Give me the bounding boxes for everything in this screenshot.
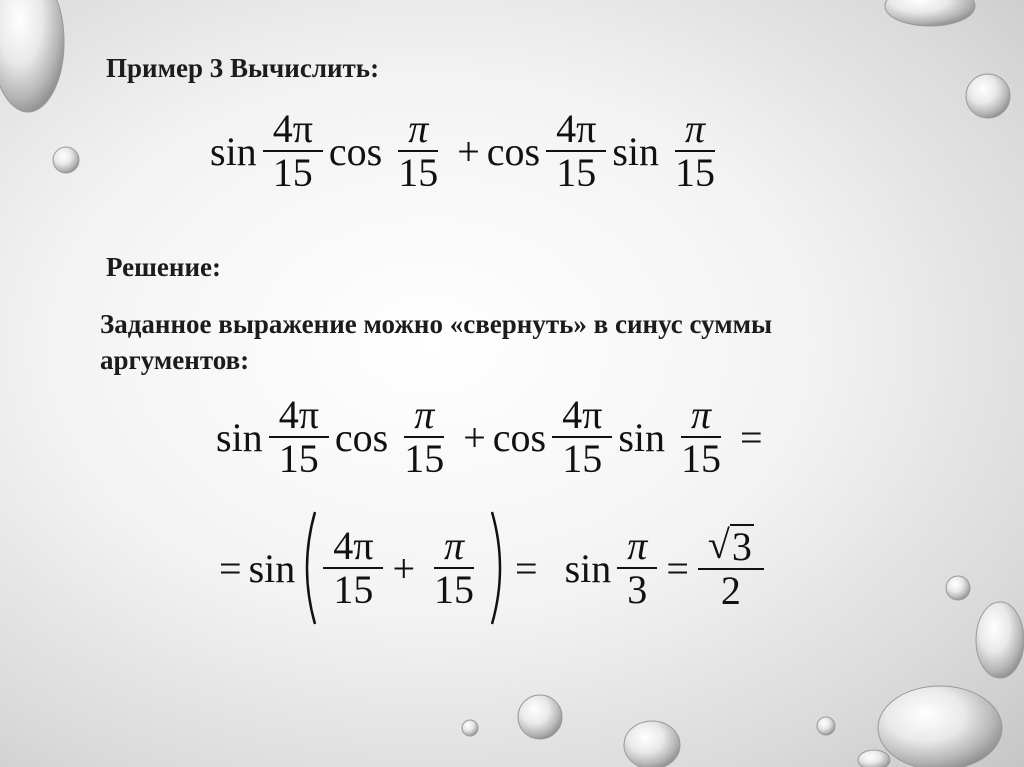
fraction xyxy=(552,394,612,480)
numerator: π xyxy=(617,525,657,569)
cos-function: cos xyxy=(486,128,541,174)
solution-label: Решение: xyxy=(106,252,221,282)
sin-function: sin xyxy=(248,545,296,591)
numerator: π xyxy=(681,394,721,438)
fraction xyxy=(263,108,323,194)
plus-sign: + xyxy=(463,414,486,460)
solution-expression-line-2 xyxy=(214,508,768,628)
numerator: 4π xyxy=(552,394,612,438)
denominator: 15 xyxy=(562,436,603,481)
sin-function: sin xyxy=(210,128,257,174)
example-heading: Пример 3 Вычислить: xyxy=(106,53,380,83)
cos-function: cos xyxy=(492,414,547,460)
denominator: 15 xyxy=(556,150,597,195)
numerator xyxy=(698,524,764,570)
sin-function: sin xyxy=(612,128,659,174)
plus-sign: + xyxy=(457,128,480,174)
denominator: 15 xyxy=(398,150,439,195)
fraction xyxy=(323,525,383,611)
radicand: 3 xyxy=(731,524,752,569)
denominator: 15 xyxy=(278,436,319,481)
numerator: 4π xyxy=(323,525,383,569)
sin-function: sin xyxy=(618,414,665,460)
square-root-sign: √ xyxy=(707,522,730,567)
numerator: 4π xyxy=(263,108,323,152)
denominator: 15 xyxy=(333,567,374,612)
right-parenthesis xyxy=(488,508,510,628)
solution-expression-line-1 xyxy=(214,394,768,480)
cos-function: cos xyxy=(328,128,383,174)
plus-sign: + xyxy=(392,545,416,591)
denominator: 15 xyxy=(681,436,721,481)
numerator: π xyxy=(398,108,438,152)
numerator: 4π xyxy=(546,108,606,152)
sin-function: sin xyxy=(216,414,263,460)
numerator: 4π xyxy=(269,394,329,438)
fraction xyxy=(698,524,764,612)
equals-sign: = xyxy=(740,414,763,460)
fraction xyxy=(394,394,454,480)
sin-function: sin xyxy=(564,545,612,591)
denominator: 15 xyxy=(434,567,475,612)
fraction xyxy=(424,525,484,611)
explanation-line-1: Заданное выражение можно «свернуть» в синус суммы xyxy=(100,309,773,339)
equals-sign: = xyxy=(515,545,538,591)
fraction xyxy=(388,108,448,194)
fraction xyxy=(269,394,329,480)
numerator: π xyxy=(404,394,444,438)
cos-function: cos xyxy=(334,414,389,460)
equals-sign: = xyxy=(666,545,689,591)
denominator: 15 xyxy=(675,150,715,195)
fraction xyxy=(665,108,725,194)
fraction xyxy=(671,394,731,480)
numerator: π xyxy=(675,108,715,152)
left-parenthesis xyxy=(297,508,319,628)
denominator: 15 xyxy=(404,436,445,481)
fraction xyxy=(617,525,657,611)
equals-sign: = xyxy=(219,545,242,591)
denominator: 2 xyxy=(720,568,741,613)
denominator: 3 xyxy=(627,567,648,612)
fraction xyxy=(546,108,606,194)
explanation-line-2: аргументов: xyxy=(100,345,250,375)
task-expression xyxy=(208,108,729,194)
denominator: 15 xyxy=(272,150,313,195)
numerator: π xyxy=(434,525,474,569)
